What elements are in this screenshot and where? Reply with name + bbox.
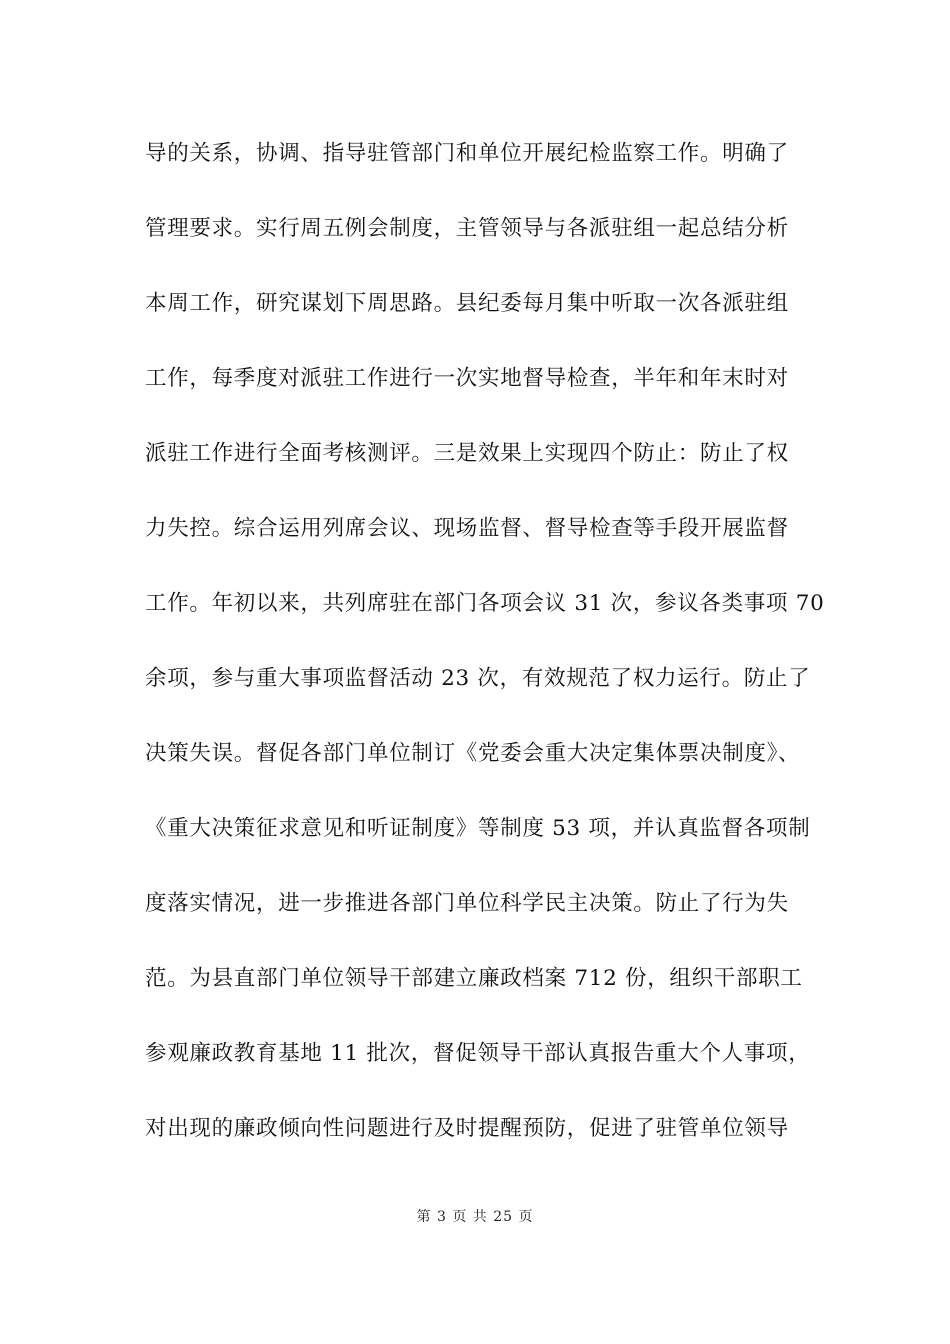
body-paragraph (145, 134, 825, 1184)
text-line: 工作。年初以来，共列席驻在部门各项会议 31 次，参议各类事项 70 (145, 591, 825, 616)
text-line: 工作，每季度对派驻工作进行一次实地督导检查，半年和年末时对 (145, 366, 789, 391)
text-line: 参观廉政教育基地 11 批次，督促领导干部认真报告重大个人事项， (145, 1041, 811, 1066)
text-line: 《重大决策征求意见和听证制度》等制度 53 项，并认真监督各项制 (145, 816, 811, 841)
text-line: 派驻工作进行全面考核测评。三是效果上实现四个防止：防止了权 (145, 441, 789, 466)
text-line: 范。为县直部门单位领导干部建立廉政档案 712 份，组织干部职工 (145, 966, 803, 991)
footer-label-unit: 页 (452, 1209, 468, 1225)
current-page-number: 3 (436, 1209, 447, 1225)
text-line: 管理要求。实行周五例会制度，主管领导与各派驻组一起总结分析 (145, 216, 789, 241)
text-line: 本周工作，研究谋划下周思路。县纪委每月集中听取一次各派驻组 (145, 291, 789, 316)
footer-label-page: 第 (416, 1209, 432, 1225)
text-line: 导的关系，协调、指导驻管部门和单位开展纪检监察工作。明确了 (145, 141, 789, 166)
page-footer (0, 1206, 950, 1226)
text-line: 余项，参与重大事项监督活动 23 次，有效规范了权力运行。防止了 (145, 666, 811, 691)
text-line: 度落实情况，进一步推进各部门单位科学民主决策。防止了行为失 (145, 891, 789, 916)
text-line: 对出现的廉政倾向性问题进行及时提醒预防，促进了驻管单位领导 (145, 1116, 789, 1141)
text-line: 力失控。综合运用列席会议、现场监督、督导检查等手段开展监督 (145, 516, 789, 541)
footer-label-unit-end: 页 (518, 1209, 534, 1225)
text-line: 决策失误。督促各部门单位制订《党委会重大决定集体票决制度》、 (145, 741, 801, 766)
footer-label-total: 共 (472, 1209, 488, 1225)
total-pages-number: 25 (493, 1209, 514, 1225)
